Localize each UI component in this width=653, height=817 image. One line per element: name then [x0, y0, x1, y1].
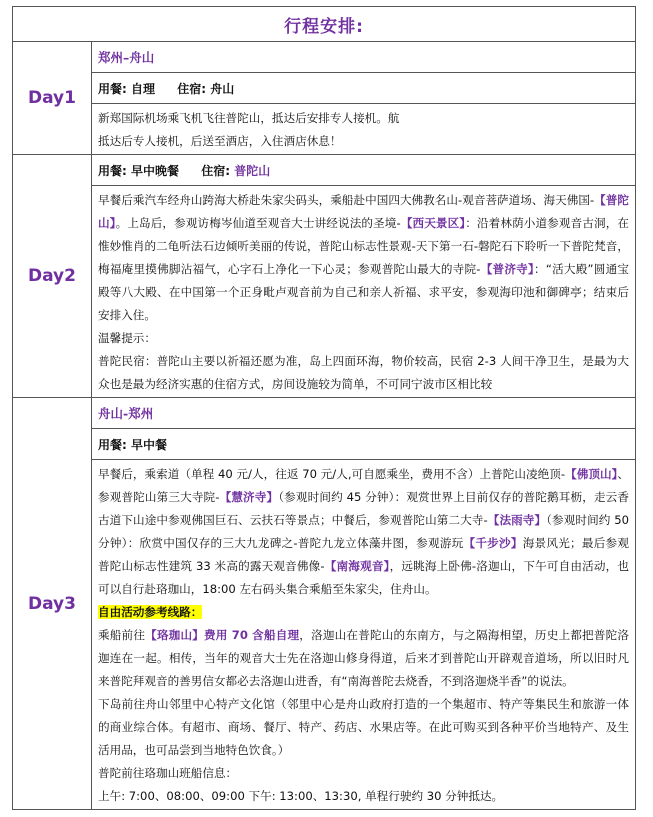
day2-text-c: ：沿着林荫小道参观音古洞，在惟妙惟肖的二龟听法石边倾听美丽的传说，普陀山标志性景观-天下第一石-磐陀石下聆听一下普陀梵音，梅福庵里摸佛脚沾福气，心字石上净化一下心灵；参观普陀山最大的寺院- [98, 216, 629, 276]
day1-line-1: 新郑国际机场乘飞机飞往普陀山，抵达后安排专人接机。航 [98, 111, 400, 125]
day3-body [92, 460, 636, 810]
day3-meta [92, 429, 636, 460]
day3-free-title: 自由活动参考线路： [98, 605, 203, 619]
day2-text-d: ：“活大殿”圆通宝殿等八大殿、在中国第一个正身毗卢观音前为自己和亲人祈福、求平安，参观海印池和御碑亭；结束后安排入住。 [98, 262, 630, 322]
highlight-luojia: 【珞珈山】费用 70 含船自理 [145, 628, 300, 642]
day3-body-row [13, 460, 636, 810]
day2-text-a: 早餐后乘汽车经舟山跨海大桥赴朱家尖码头，乘船赴中国四大佛教名山-观音菩萨道场、海天佛国- [98, 193, 595, 207]
day2-body [92, 186, 636, 398]
day3-meta-row [13, 429, 636, 460]
day3-route-row [13, 398, 636, 429]
highlight-putuoshan: 【普陀山】 [98, 193, 629, 230]
day3-text-c: （参观时间约 45 分钟）：观赏世界上目前仅存的普陀鹅耳枥，走云香古道下山途中参观佛国巨石、云扶石等景点；中餐后，参观普陀山第二大寺- [98, 490, 629, 527]
day2-stay-label: 住宿: [201, 163, 231, 178]
day1-label: Day1 [13, 42, 92, 155]
highlight-qianbusha: 【千步沙】 [463, 536, 523, 550]
day1-meta [92, 73, 636, 104]
highlight-foding: 【佛顶山】 [565, 467, 618, 481]
day3-text-p2b: ，洛迦山在普陀山的东南方，与之隔海相望，历史上都把普陀洛迦连在一起。相传，当年的观音大士先在洛迦山修身得道，后来才到普陀山开辟观音道场，所以旧时凡来普陀拜观音的善男信女都必去洛迦山进香，有“南海普陀去烧香，不到洛迦烧半香”的说法。 [98, 628, 629, 688]
day3-text-d: （参观时间约 50 分钟）：欣赏中国仅存的三大九龙碑之-普陀九龙立体藻井图，参观游玩 [98, 513, 629, 550]
day2-meals: 早中晚餐 [131, 163, 180, 178]
day3-paragraph-2 [98, 624, 629, 693]
day2-meals-label: 用餐: [98, 163, 127, 178]
day3-free-title-line [98, 601, 629, 624]
highlight-fayu: 【法雨寺】 [487, 513, 547, 527]
day1-body [92, 104, 636, 155]
day3-text-p2a: 乘船前往 [98, 628, 146, 642]
day2-meta-row [13, 155, 636, 186]
day2-tip-title: 温馨提示： [98, 331, 156, 345]
day3-text-a: 早餐后，乘索道（单程 40 元/人，往返 70 元/人,可自愿乘坐，费用不含）上普陀山凌绝顶- [98, 467, 566, 481]
day2-tip-body: 普陀民宿：普陀山主要以祈福还愿为准，岛上四面环海，物价较高，民宿 2-3 人间干净卫生，是最为大众也是最为经济实惠的住宿方式，房间设施较为简单，不可同宁波市区相比较 [98, 354, 629, 391]
day1-meals: 自理 [131, 81, 156, 96]
itinerary-sheet [12, 6, 635, 810]
itinerary-table [12, 6, 636, 810]
highlight-xitian: 【西天景区】 [400, 216, 466, 230]
day2-stay: 普陀山 [234, 163, 271, 178]
day1-route: 郑州–舟山 [92, 42, 636, 73]
day1-meta-row [13, 73, 636, 104]
highlight-puji: 【普济寺】 [480, 262, 535, 276]
day3-ferry-title: 普陀前往珞珈山班船信息： [98, 766, 238, 780]
itinerary-title: 行程安排: [13, 7, 636, 42]
title-row [13, 7, 636, 42]
day1-line-2: 抵达后专人接机，后送至酒店，入住酒店休息！ [98, 134, 342, 148]
highlight-nanhai: 【南海观音】 [324, 559, 390, 573]
day2-text-b: 。上岛后，参观访梅岑仙道至观音大士讲经说法的圣境- [115, 216, 401, 230]
day1-route-row [13, 42, 636, 73]
day2-paragraph [98, 189, 629, 327]
day3-route: 舟山-郑州 [92, 398, 636, 429]
day2-body-row [13, 186, 636, 398]
day3-label: Day3 [13, 398, 92, 810]
day3-paragraph-1 [98, 463, 629, 601]
day1-body-row [13, 104, 636, 155]
day3-text-f: ，远眺海上卧佛-洛迦山，下午可自由活动，也可以自行赴珞珈山，18:00 左右码头集合乘船至朱家尖，住舟山。 [98, 559, 629, 596]
day2-meta [92, 155, 636, 186]
day3-text-b: 、参观普陀山第三大寺院- [98, 467, 629, 504]
day3-meals: 早中餐 [131, 437, 168, 452]
highlight-huiji: 【慧济寺】 [219, 490, 279, 504]
day3-meals-label: 用餐: [98, 437, 127, 452]
day3-text-e: 海景风光；最后参观普陀山标志性建筑 33 米高的露天观音佛像- [98, 536, 629, 573]
day1-stay: 舟山 [210, 81, 235, 96]
day3-ferry-times: 上午: 7:00、08:00、09:00 下午: 13:00、13:30, 单程行驶约 30 分钟抵达。 [98, 789, 504, 803]
day2-label: Day2 [13, 155, 92, 398]
day1-stay-label: 住宿: [177, 81, 207, 96]
day3-paragraph-3: 下岛前往舟山邻里中心特产文化馆（邻里中心是舟山政府打造的一个集超市、特产等集民生和旅游一体的商业综合体。有超市、商场、餐厅、特产、药店、水果店等。在此可购买到各种平价当地特产、及生活用品，也可品尝到当地特色饮食。） [98, 697, 629, 757]
day1-meals-label: 用餐: [98, 81, 127, 96]
